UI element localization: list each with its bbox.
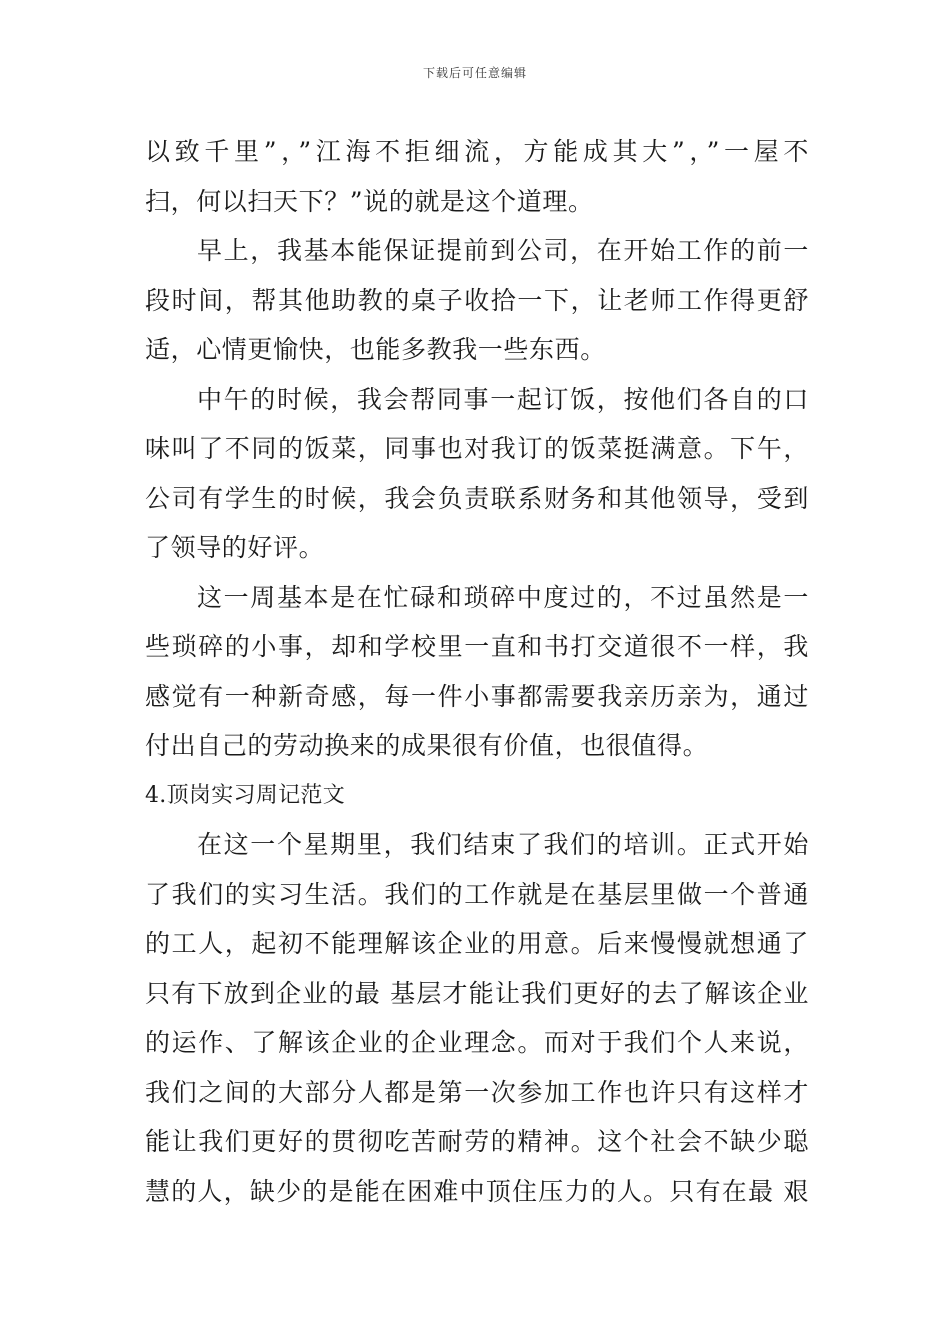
text-line: 能让我们更好的贯彻吃苦耐劳的精神。这个社会不缺少聪: [145, 1127, 809, 1156]
text-line: 了领导的好评。: [145, 533, 325, 562]
text-line: 在这一个星期里，我们结束了我们的培训。正式开始: [197, 830, 809, 859]
text-line: 段时间，帮其他助教的桌子收拾一下，让老师工作得更舒: [145, 285, 809, 315]
body-text: [145, 127, 809, 1216]
section-heading: 4.顶岗实习周记范文: [145, 782, 345, 808]
text-line: 适，心情更愉快，也能多教我一些东西。: [145, 335, 606, 364]
text-line: 感觉有一种新奇感，每一件小事都需要我亲历亲为，通过: [145, 681, 809, 711]
text-line: 早上，我基本能保证提前到公司，在开始工作的前一: [197, 236, 809, 265]
text-line: 味叫了不同的饭菜，同事也对我订的饭菜挺满意。下午，: [145, 434, 809, 463]
page-header: 下载后可任意编辑: [422, 66, 527, 80]
text-line: 公司有学生的时候，我会负责联系财务和其他领导，受到: [145, 483, 809, 513]
text-line: 中午的时候，我会帮同事一起订饭，按他们各自的口: [197, 384, 809, 414]
text-line: 我们之间的大部分人都是第一次参加工作也许只有这样才: [145, 1077, 809, 1107]
text-line: 付出自己的劳动换来的成果很有价值，也很值得。: [145, 731, 709, 760]
text-line: 了我们的实习生活。我们的工作就是在基层里做一个普通: [145, 879, 809, 909]
text-line: 以致千里”，”江海不拒细流，方能成其大”，”一屋不: [145, 137, 809, 166]
text-line: 的工人，起初不能理解该企业的用意。后来慢慢就想通了: [145, 929, 809, 958]
text-line: 的运作、了解该企业的企业理念。而对于我们个人来说，: [145, 1028, 809, 1057]
text-line: 这一周基本是在忙碌和琐碎中度过的，不过虽然是一: [197, 582, 809, 612]
text-line: 些琐碎的小事，却和学校里一直和书打交道很不一样，我: [145, 632, 809, 661]
text-line: 扫，何以扫天下？”说的就是这个道理。: [145, 186, 594, 216]
text-line: 只有下放到企业的最 基层才能让我们更好的去了解该企业: [145, 978, 809, 1008]
text-line: 慧的人，缺少的是能在困难中顶住压力的人。只有在最 艰: [145, 1176, 809, 1206]
